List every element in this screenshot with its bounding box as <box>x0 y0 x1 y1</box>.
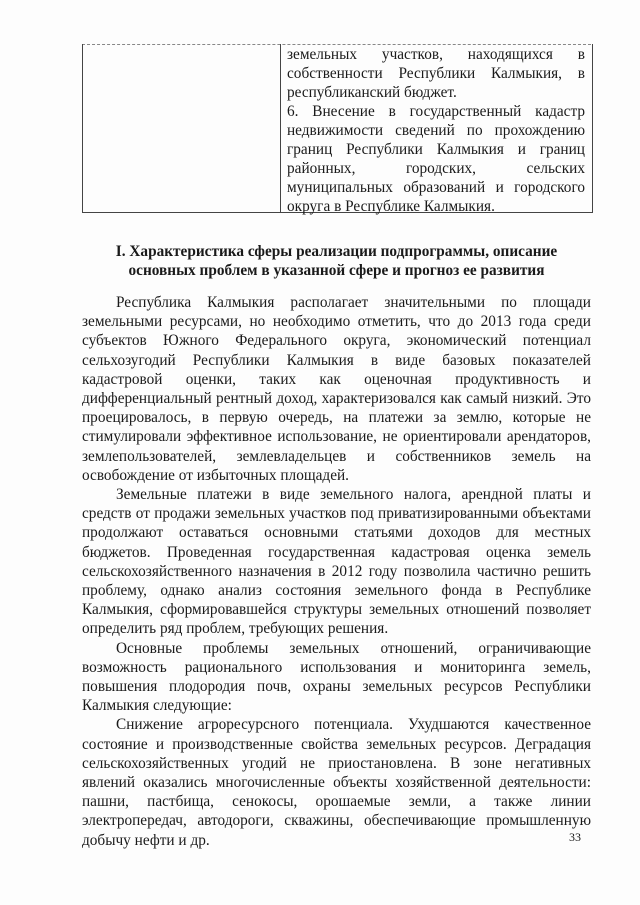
page-number: 33 <box>569 830 581 844</box>
paragraph: Снижение агроресурсного потенциала. Ухудшаются качественное состояние и производственные свойства земельных ресурсов. Деградация сельскохозяйственных угодий не приостановлена. В зоне негативных явлений оказались многочисленные объекты хозяйственной деятельности: пашни, пастбища, сенокосы, орошаемые земли, а также линии электропередач, автодороги, скважины, обеспечивающие промышленную добычу нефти и др. <box>82 716 591 849</box>
paragraph: Земельные платежи в виде земельного налога, арендной платы и средств от продажи земельных участков под приватизированными объектами продолжают оставаться основными статьями доходов для местных бюджетов. Проведенная государственная кадастровая оценка земель сельскохозяйственного назначения в 2012 году позволила частично решить проблему, однако анализ состояния земельного фонда в Республике Калмыкия, сформировавшейся структуры земельных отношений позволяет определить ряд проблем, требующих решения. <box>82 486 591 638</box>
table-fragment <box>82 44 593 213</box>
paragraph: Основные проблемы земельных отношений, ограничивающие возможность рационального использования и мониторинга земель, повышения плодородия почв, охраны земельных ресурсов Республики Калмыкия следующие: <box>82 639 591 715</box>
table-right-cell <box>281 44 592 215</box>
table-cell-paragraph: 6. Внесение в государственный кадастр недвижимости сведений по прохождению границ Республики Калмыкия и границ районных, городских, сельских муниципальных образований и городского округа в Республике Калмыкия. <box>287 103 585 215</box>
table-left-cell <box>83 44 281 212</box>
table-cell-paragraph: земельных участков, находящихся в собственности Республики Калмыкия, в республиканский бюджет. <box>287 46 585 101</box>
paragraph: Республика Калмыкия располагает значительными по площади земельными ресурсами, но необходимо отметить, что до 2013 года среди субъектов Южного Федерального округа, экономический потенциал сельхозугодий Республики Калмыкия в виде базовых показателей кадастровой оценки, таких как оценочная продуктивность и дифференциальный рентный доход, характеризовался как самый низкий. Это проецировалось, в первую очередь, на платежи за землю, которые не стимулировали эффективное использование, не ориентировали арендаторов, землепользователей, землевладельцев и собственников земель на освобождение от избыточных площадей. <box>82 294 591 484</box>
section-heading: I. Характеристика сферы реализации подпрограммы, описание основных проблем в указанной сфере и прогноз ее развития <box>115 243 558 279</box>
body-text <box>82 293 591 850</box>
